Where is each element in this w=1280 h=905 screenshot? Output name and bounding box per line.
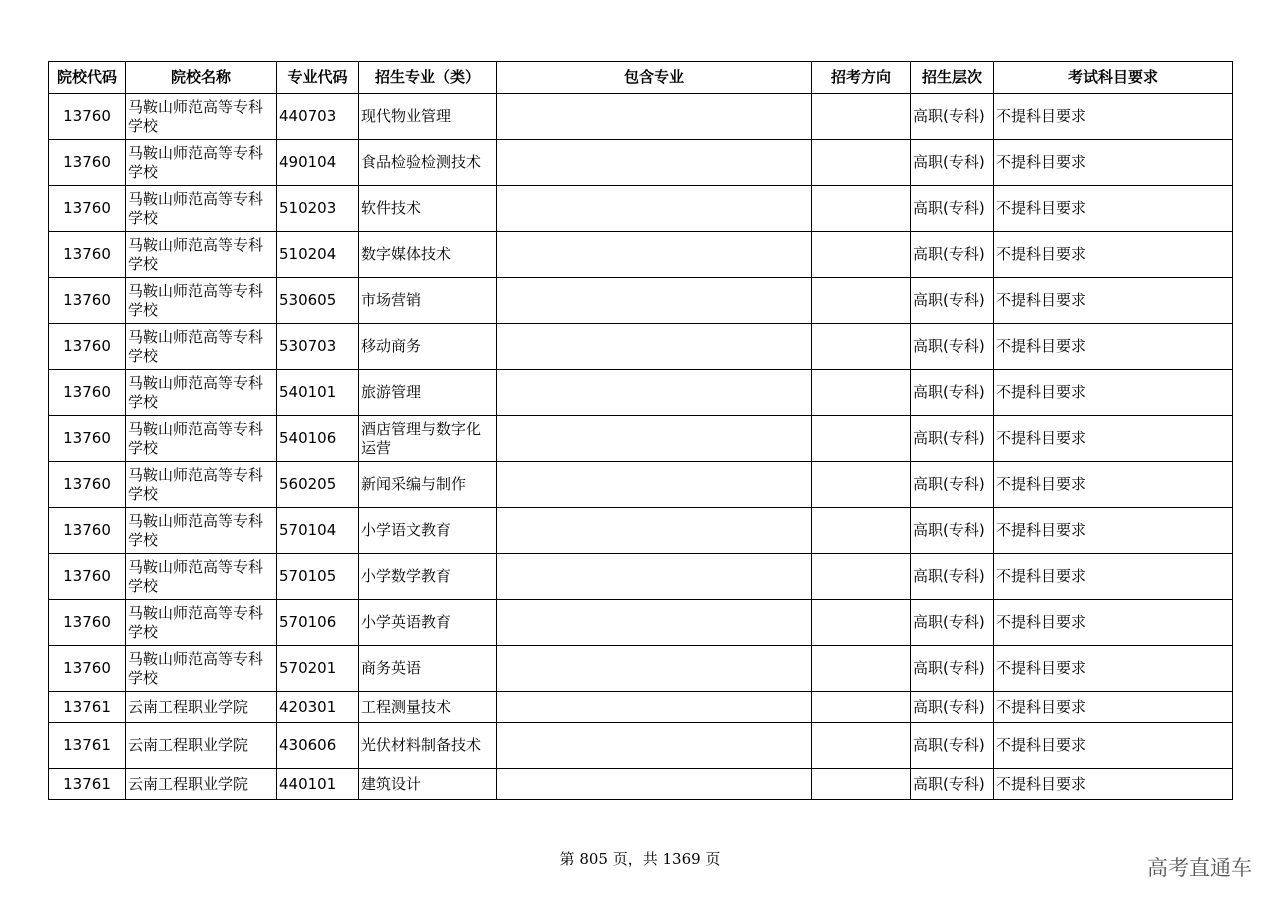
cell-major-code: 510204: [277, 232, 359, 278]
cell-subject-requirement: 不提科目要求: [994, 232, 1233, 278]
cell-school-name: 马鞍山师范高等专科学校: [126, 324, 277, 370]
cell-major: 小学语文教育: [359, 508, 497, 554]
cell-subject-requirement: 不提科目要求: [994, 186, 1233, 232]
cell-school-name: 马鞍山师范高等专科学校: [126, 140, 277, 186]
cell-major-code: 440101: [277, 769, 359, 800]
cell-major: 工程测量技术: [359, 692, 497, 723]
cell-level: 高职(专科): [911, 278, 994, 324]
cell-school-code: 13760: [49, 462, 126, 508]
cell-school-code: 13760: [49, 370, 126, 416]
cell-included-majors: [497, 600, 812, 646]
cell-direction: [812, 508, 911, 554]
cell-level: 高职(专科): [911, 416, 994, 462]
cell-level: 高职(专科): [911, 370, 994, 416]
cell-school-name: 马鞍山师范高等专科学校: [126, 94, 277, 140]
cell-subject-requirement: 不提科目要求: [994, 646, 1233, 692]
cell-major-code: 530605: [277, 278, 359, 324]
table-row: [49, 278, 1233, 324]
cell-school-code: 13760: [49, 140, 126, 186]
col-header-included-majors: 包含专业: [497, 62, 812, 94]
cell-major: 小学数学教育: [359, 554, 497, 600]
table-row: [49, 723, 1233, 769]
table-row: [49, 600, 1233, 646]
cell-school-code: 13760: [49, 186, 126, 232]
cell-school-code: 13760: [49, 554, 126, 600]
cell-school-name: 云南工程职业学院: [126, 769, 277, 800]
cell-major-code: 430606: [277, 723, 359, 769]
cell-level: 高职(专科): [911, 94, 994, 140]
cell-level: 高职(专科): [911, 554, 994, 600]
cell-school-name: 云南工程职业学院: [126, 692, 277, 723]
cell-school-code: 13760: [49, 278, 126, 324]
cell-school-code: 13761: [49, 769, 126, 800]
cell-subject-requirement: 不提科目要求: [994, 554, 1233, 600]
cell-included-majors: [497, 508, 812, 554]
table-row: [49, 416, 1233, 462]
table-row: [49, 324, 1233, 370]
cell-included-majors: [497, 324, 812, 370]
cell-school-name: 马鞍山师范高等专科学校: [126, 278, 277, 324]
table-row: [49, 370, 1233, 416]
cell-included-majors: [497, 140, 812, 186]
table-row: [49, 94, 1233, 140]
cell-subject-requirement: 不提科目要求: [994, 324, 1233, 370]
cell-level: 高职(专科): [911, 324, 994, 370]
cell-level: 高职(专科): [911, 723, 994, 769]
cell-subject-requirement: 不提科目要求: [994, 94, 1233, 140]
col-header-school-name: 院校名称: [126, 62, 277, 94]
cell-direction: [812, 462, 911, 508]
cell-level: 高职(专科): [911, 508, 994, 554]
cell-major: 新闻采编与制作: [359, 462, 497, 508]
cell-direction: [812, 186, 911, 232]
cell-school-code: 13761: [49, 723, 126, 769]
cell-level: 高职(专科): [911, 140, 994, 186]
cell-included-majors: [497, 186, 812, 232]
cell-school-code: 13760: [49, 94, 126, 140]
cell-major: 旅游管理: [359, 370, 497, 416]
cell-major: 小学英语教育: [359, 600, 497, 646]
cell-major: 建筑设计: [359, 769, 497, 800]
cell-included-majors: [497, 723, 812, 769]
cell-major-code: 570106: [277, 600, 359, 646]
cell-subject-requirement: 不提科目要求: [994, 769, 1233, 800]
table-row: [49, 769, 1233, 800]
cell-major: 市场营销: [359, 278, 497, 324]
cell-major-code: 530703: [277, 324, 359, 370]
cell-major: 移动商务: [359, 324, 497, 370]
cell-direction: [812, 723, 911, 769]
cell-included-majors: [497, 554, 812, 600]
cell-included-majors: [497, 646, 812, 692]
cell-major: 光伏材料制备技术: [359, 723, 497, 769]
page-footer: 第 805 页，共 1369 页: [559, 850, 721, 868]
cell-major-code: 570201: [277, 646, 359, 692]
table-row: [49, 140, 1233, 186]
cell-subject-requirement: 不提科目要求: [994, 692, 1233, 723]
cell-subject-requirement: 不提科目要求: [994, 370, 1233, 416]
cell-major: 食品检验检测技术: [359, 140, 497, 186]
cell-major-code: 540101: [277, 370, 359, 416]
cell-included-majors: [497, 692, 812, 723]
cell-school-name: 马鞍山师范高等专科学校: [126, 646, 277, 692]
col-header-school-code: 院校代码: [49, 62, 126, 94]
table-row: [49, 186, 1233, 232]
cell-major-code: 510203: [277, 186, 359, 232]
cell-school-code: 13760: [49, 646, 126, 692]
cell-included-majors: [497, 278, 812, 324]
cell-direction: [812, 416, 911, 462]
table-row: [49, 508, 1233, 554]
cell-school-name: 马鞍山师范高等专科学校: [126, 186, 277, 232]
cell-direction: [812, 692, 911, 723]
cell-subject-requirement: 不提科目要求: [994, 140, 1233, 186]
cell-direction: [812, 278, 911, 324]
col-header-major-code: 专业代码: [277, 62, 359, 94]
cell-direction: [812, 140, 911, 186]
cell-school-name: 马鞍山师范高等专科学校: [126, 370, 277, 416]
cell-major: 软件技术: [359, 186, 497, 232]
cell-included-majors: [497, 370, 812, 416]
cell-major: 酒店管理与数字化运营: [359, 416, 497, 462]
cell-level: 高职(专科): [911, 186, 994, 232]
cell-major: 现代物业管理: [359, 94, 497, 140]
cell-school-name: 马鞍山师范高等专科学校: [126, 600, 277, 646]
col-header-direction: 招考方向: [812, 62, 911, 94]
cell-major-code: 420301: [277, 692, 359, 723]
header-row: [49, 62, 1233, 94]
cell-major-code: 570104: [277, 508, 359, 554]
cell-included-majors: [497, 769, 812, 800]
cell-subject-requirement: 不提科目要求: [994, 278, 1233, 324]
cell-school-code: 13760: [49, 416, 126, 462]
cell-included-majors: [497, 462, 812, 508]
cell-level: 高职(专科): [911, 462, 994, 508]
cell-school-name: 马鞍山师范高等专科学校: [126, 416, 277, 462]
table-row: [49, 462, 1233, 508]
cell-subject-requirement: 不提科目要求: [994, 600, 1233, 646]
cell-major-code: 570105: [277, 554, 359, 600]
col-header-level: 招生层次: [911, 62, 994, 94]
cell-direction: [812, 370, 911, 416]
cell-major-code: 440703: [277, 94, 359, 140]
cell-school-code: 13760: [49, 508, 126, 554]
table-row: [49, 646, 1233, 692]
cell-included-majors: [497, 416, 812, 462]
cell-direction: [812, 646, 911, 692]
cell-direction: [812, 600, 911, 646]
cell-school-name: 云南工程职业学院: [126, 723, 277, 769]
cell-level: 高职(专科): [911, 692, 994, 723]
cell-level: 高职(专科): [911, 646, 994, 692]
cell-school-name: 马鞍山师范高等专科学校: [126, 508, 277, 554]
cell-subject-requirement: 不提科目要求: [994, 416, 1233, 462]
cell-school-code: 13760: [49, 600, 126, 646]
table-row: [49, 554, 1233, 600]
cell-direction: [812, 324, 911, 370]
cell-school-name: 马鞍山师范高等专科学校: [126, 462, 277, 508]
cell-included-majors: [497, 232, 812, 278]
cell-school-code: 13761: [49, 692, 126, 723]
cell-school-name: 马鞍山师范高等专科学校: [126, 232, 277, 278]
table-row: [49, 692, 1233, 723]
cell-major-code: 560205: [277, 462, 359, 508]
cell-direction: [812, 554, 911, 600]
cell-included-majors: [497, 94, 812, 140]
cell-level: 高职(专科): [911, 769, 994, 800]
cell-school-name: 马鞍山师范高等专科学校: [126, 554, 277, 600]
watermark: 高考直通车: [1147, 856, 1252, 880]
cell-level: 高职(专科): [911, 600, 994, 646]
cell-subject-requirement: 不提科目要求: [994, 462, 1233, 508]
cell-major-code: 490104: [277, 140, 359, 186]
cell-school-code: 13760: [49, 232, 126, 278]
cell-level: 高职(专科): [911, 232, 994, 278]
cell-school-code: 13760: [49, 324, 126, 370]
col-header-major: 招生专业（类）: [359, 62, 497, 94]
cell-subject-requirement: 不提科目要求: [994, 508, 1233, 554]
cell-direction: [812, 769, 911, 800]
cell-major: 数字媒体技术: [359, 232, 497, 278]
table-row: [49, 232, 1233, 278]
cell-major: 商务英语: [359, 646, 497, 692]
cell-subject-requirement: 不提科目要求: [994, 723, 1233, 769]
cell-direction: [812, 232, 911, 278]
cell-major-code: 540106: [277, 416, 359, 462]
cell-direction: [812, 94, 911, 140]
col-header-subject-requirement: 考试科目要求: [994, 62, 1233, 94]
admission-table: [48, 61, 1233, 800]
